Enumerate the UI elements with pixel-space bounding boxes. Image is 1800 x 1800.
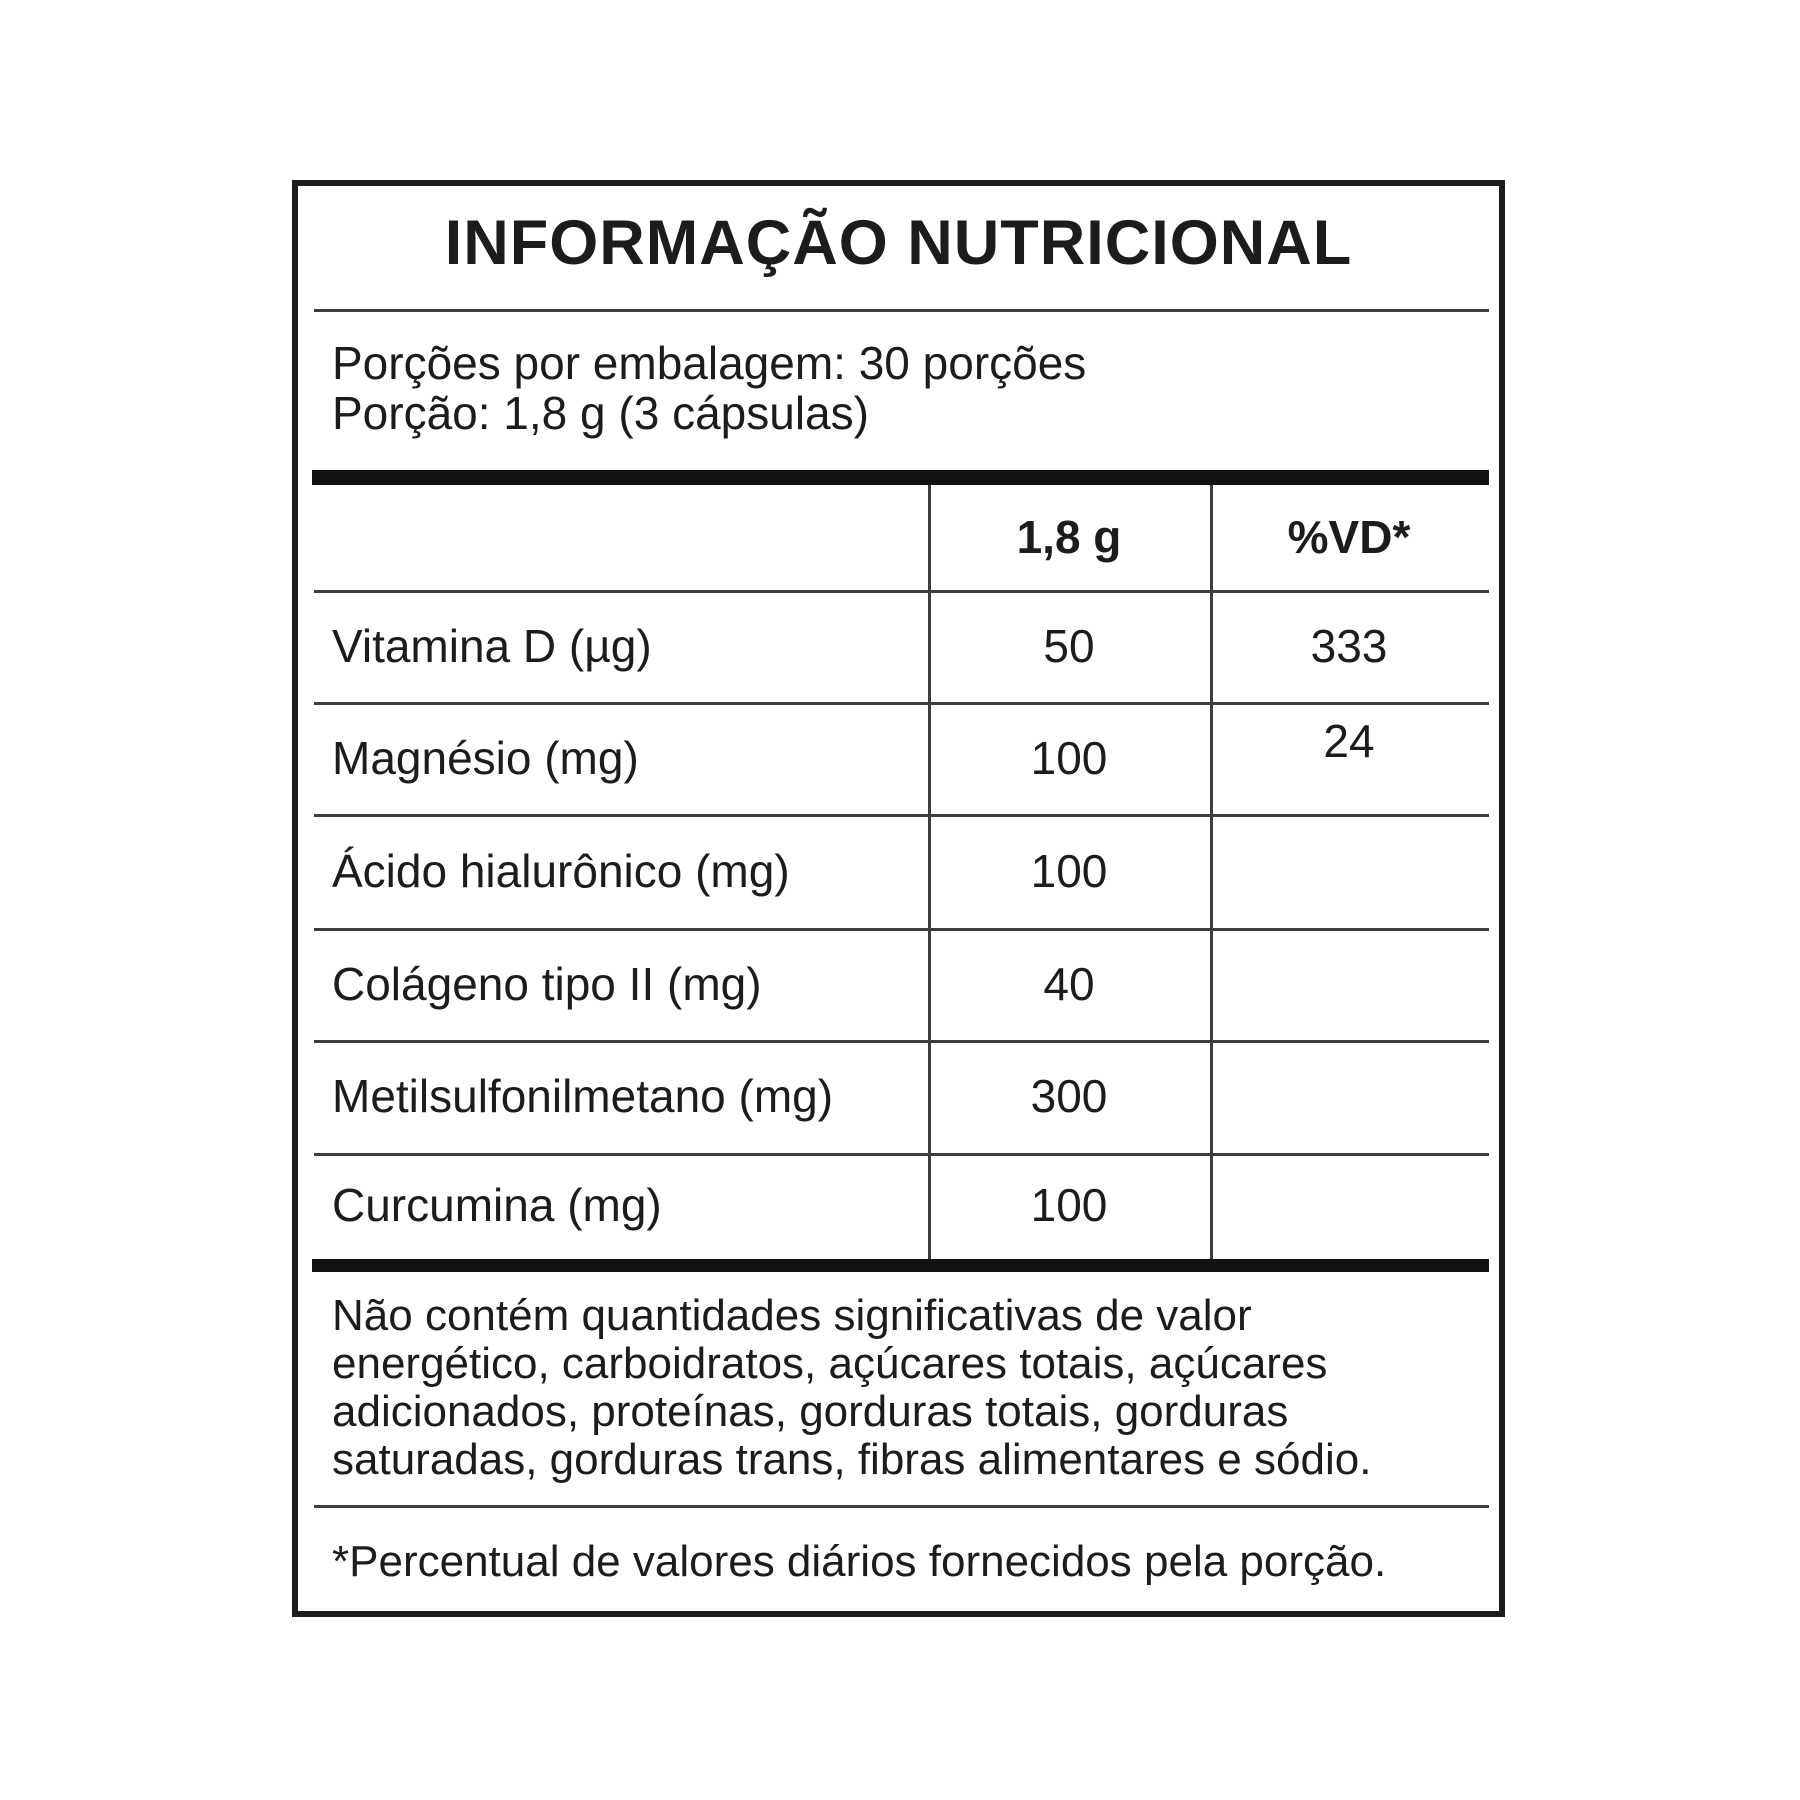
row-divider [314,1153,1489,1156]
nutrient-amount: 40 [1043,958,1095,1010]
nutrient-daily-value: 24 [1323,715,1375,767]
nutrient-name: Metilsulfonilmetano (mg) [332,1070,834,1122]
paragraph-line: saturadas, gorduras trans, fibras alimentares e sódio. [332,1435,1372,1484]
servings-per-package: Porções por embalagem: 30 porções [332,337,1087,389]
row-divider [314,814,1489,817]
thick-bar-bottom [312,1259,1489,1272]
nutrition-facts-panel [292,180,1505,1617]
nutrient-amount: 100 [1030,845,1108,897]
paragraph-line: adicionados, proteínas, gorduras totais, gorduras [332,1387,1289,1436]
nutrition-label-title: INFORMAÇÃO NUTRICIONAL [444,208,1353,278]
row-divider [314,928,1489,931]
row-divider [314,590,1489,593]
nutrient-amount: 100 [1030,1179,1108,1231]
serving-info [332,338,1479,438]
column-header-amount: 1,8 g [1016,511,1122,563]
divider-under-title [314,309,1489,312]
nutrient-amount: 50 [1043,620,1095,672]
row-divider [314,702,1489,705]
column-header-daily-value: %VD* [1287,511,1411,563]
paragraph-line: Não contém quantidades significativas de valor [332,1291,1252,1340]
serving-size: Porção: 1,8 g (3 cápsulas) [332,387,869,439]
column-divider-dv [1210,485,1213,1259]
nutrient-amount: 100 [1030,732,1108,784]
nutrient-daily-value: 333 [1310,620,1388,672]
nutrient-name: Vitamina D (µg) [332,620,652,672]
nutrient-name: Curcumina (mg) [332,1179,662,1231]
nutrient-name: Colágeno tipo II (mg) [332,958,762,1010]
thick-bar-top [312,470,1489,485]
daily-value-footnote: *Percentual de valores diários fornecidos pela porção. [332,1537,1387,1586]
divider-above-footnote [314,1505,1489,1508]
paragraph-line: energético, carboidratos, açúcares totais, açúcares [332,1339,1328,1388]
no-significant-amounts-text [332,1292,1485,1484]
nutrient-name: Ácido hialurônico (mg) [332,845,790,897]
nutrient-amount: 300 [1030,1070,1108,1122]
nutrient-name: Magnésio (mg) [332,732,639,784]
row-divider [314,1040,1489,1043]
